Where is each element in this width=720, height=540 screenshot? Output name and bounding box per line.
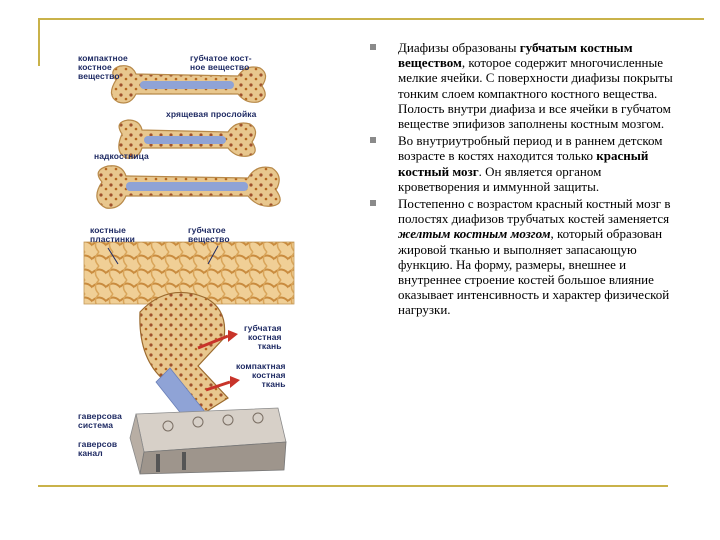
bullet-marker-icon: [370, 200, 376, 206]
label-haversian-canal: гаверсов канал: [78, 439, 118, 458]
bottom-decor-line: [38, 485, 668, 487]
bullet-2-text-c: . Он является органом кроветворения и иммунной защиты.: [398, 163, 602, 194]
bullet-3-text-bolditalic: желтым костным мозгом: [398, 226, 551, 242]
bone-structure-illustration: [78, 42, 300, 476]
label-periosteum: надкостница: [94, 151, 149, 161]
left-decor-line: [38, 18, 40, 66]
bullet-1-text-bold: губчатым костным веществом: [398, 40, 633, 71]
label-compact-tissue: компактная костная ткань: [236, 361, 286, 389]
label-bone-plates: костные пластинки: [90, 225, 135, 244]
bullet-2-text-bold: красный костный мозг: [398, 148, 649, 179]
bullet-marker-icon: [370, 44, 376, 50]
bullet-2-text-a: Во внутриутробный период и в раннем детском возрасте в костях находится только: [398, 133, 663, 164]
bullet-3-text-c: , который образован жировой тканью и выполняет запасающую функцию. На форму, размеры, внешнее и внутреннее строение костей большое влияние оказывает интенсивность и характер физической нагрузки.: [398, 226, 670, 318]
bullet-1-text-c: , которое содержит многочисленные мелкие ячейки. С поверхности диафизы покрыты тонким слоем компактного костного вещества. Полость внутри диафиза и все ячейки в губчатом веществе эпифизов заполнены костным мозгом.: [398, 55, 673, 132]
bullet-item-2: [370, 133, 680, 194]
label-compact-bone: компактное костное вещество: [78, 53, 128, 81]
bullet-item-1: [370, 40, 680, 131]
label-spongy-bone: губчатое кост- ное вещество: [190, 53, 252, 72]
label-spongy-substance: губчатое вещество: [188, 225, 230, 244]
label-haversian-system: гаверсова система: [78, 411, 122, 430]
bullet-item-3: [370, 196, 680, 318]
bone-head-section: [140, 292, 240, 430]
bullet-1-text-a: Диафизы образованы: [398, 40, 520, 55]
bullet-3-text-a: Постепенно с возрастом красный костный мозг в полостях диафизов трубчатых костей заменяется: [398, 196, 671, 227]
label-spongy-tissue: губчатая костная ткань: [244, 323, 282, 351]
label-cartilage-layer: хрящевая прослойка: [166, 109, 257, 119]
bullet-marker-icon: [370, 137, 376, 143]
top-decor-line: [38, 18, 704, 20]
haversian-block: [130, 408, 286, 474]
bone-drawing-3: [97, 166, 280, 209]
bullet-list: [370, 40, 680, 318]
